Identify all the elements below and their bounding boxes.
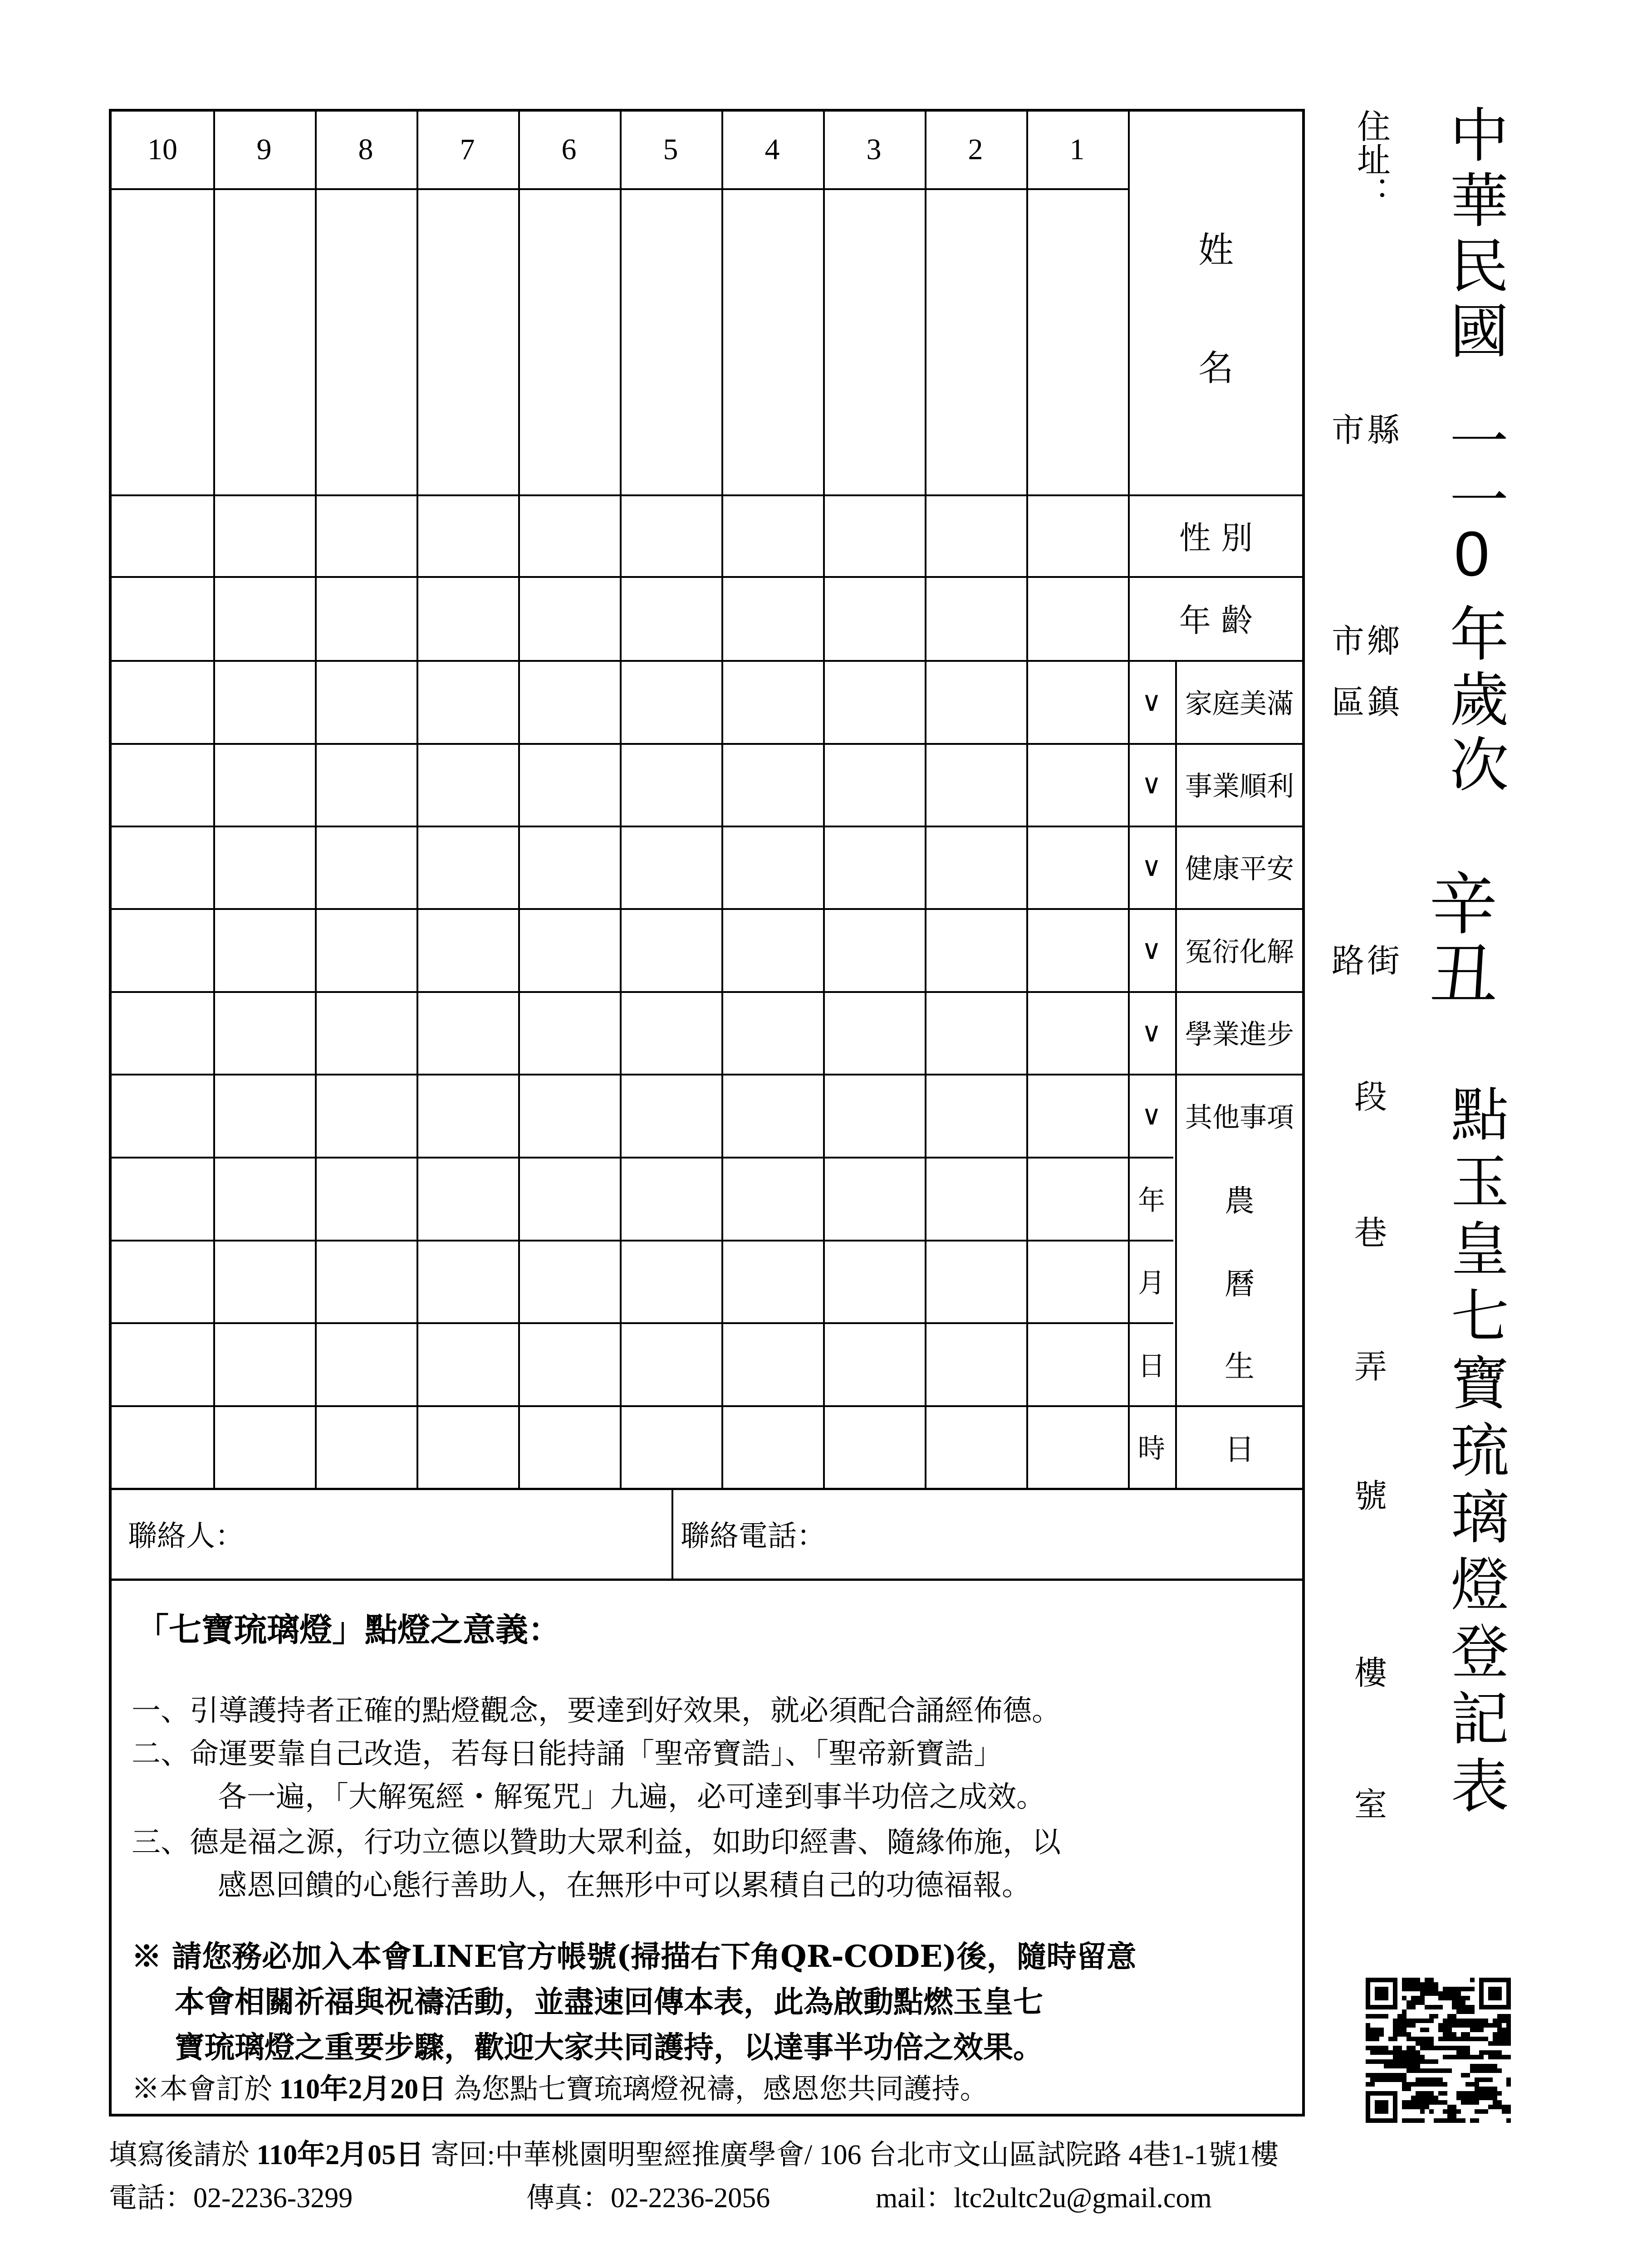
entry-cell[interactable] [926, 190, 1024, 493]
birth-unit: 日 [1138, 1350, 1165, 1382]
title-year-digit-2: 一 [1450, 466, 1509, 535]
entry-cell[interactable] [215, 993, 313, 1072]
entry-cell[interactable] [723, 993, 821, 1072]
address-lane: 巷 [1354, 1214, 1387, 1252]
entry-cell[interactable] [317, 496, 415, 574]
entry-cell[interactable] [215, 910, 313, 989]
contact-person-field[interactable] [254, 1492, 662, 1579]
entry-cell[interactable] [723, 910, 821, 989]
entry-cell[interactable] [825, 1242, 923, 1320]
title-part2: 點玉皇七寶琉璃燈登記表 [1441, 1084, 1509, 1823]
entry-cell[interactable] [418, 578, 516, 658]
entry-cell[interactable] [215, 827, 313, 906]
entry-cell[interactable] [520, 1242, 618, 1320]
entry-cell[interactable] [825, 1158, 923, 1238]
entry-cell[interactable] [825, 993, 923, 1072]
entry-cell[interactable] [1028, 910, 1126, 989]
entry-cell[interactable] [622, 190, 720, 493]
title-year-digit-1: 一 [1450, 407, 1509, 476]
entry-cell[interactable] [113, 662, 211, 741]
address-city: 市縣 [1332, 411, 1403, 449]
entry-cell[interactable] [926, 1242, 1024, 1320]
address-district: 市鄉 [1332, 622, 1403, 660]
entry-cell[interactable] [723, 1075, 821, 1155]
entry-cell[interactable] [215, 1407, 313, 1486]
gender-label: 性 別 [1179, 519, 1253, 557]
address-floor: 樓 [1354, 1654, 1387, 1692]
entry-cell[interactable] [1028, 1075, 1126, 1155]
entry-cell[interactable] [622, 662, 720, 741]
entry-cell[interactable] [215, 1242, 313, 1320]
entry-cell[interactable] [317, 1324, 415, 1403]
column-header: 1 [1069, 133, 1085, 166]
wish-label: 事業順利 [1185, 771, 1294, 802]
entry-cell[interactable] [622, 1324, 720, 1403]
footer-fax: 傳真：02-2236-2056 [526, 2183, 770, 2214]
entry-cell[interactable] [825, 190, 923, 493]
wish-label: 冤衍化解 [1185, 936, 1294, 968]
entry-cell[interactable] [1028, 496, 1126, 574]
entry-cell[interactable] [113, 827, 211, 906]
entry-cell[interactable] [113, 1075, 211, 1155]
entry-cell[interactable] [418, 190, 516, 493]
footer-prefix: 填寫後請於 [109, 2140, 257, 2170]
entry-cell[interactable] [317, 1407, 415, 1486]
column-header: 5 [663, 133, 678, 166]
column-header: 4 [765, 133, 780, 166]
entry-cell[interactable] [215, 745, 313, 824]
meaning-item-2b: 各一遍，「大解冤經・解冤咒」九遍，必可達到事半功倍之成效。 [218, 1780, 1045, 1814]
entry-cell[interactable] [723, 1324, 821, 1403]
entry-cell[interactable] [215, 662, 313, 741]
entry-cell[interactable] [113, 496, 211, 574]
meaning-item-3b: 感恩回饋的心態行善助人，在無形中可以累積自己的功德福報。 [218, 1869, 1031, 1902]
entry-cell[interactable] [317, 190, 415, 493]
entry-cell[interactable] [825, 578, 923, 658]
entry-cell[interactable] [113, 1324, 211, 1403]
entry-cell[interactable] [622, 1075, 720, 1155]
address-number: 號 [1354, 1477, 1387, 1515]
title-ganzhi-1: 辛 [1429, 865, 1498, 944]
column-header: 9 [256, 133, 272, 166]
entry-cell[interactable] [1028, 1407, 1126, 1486]
entry-cell[interactable] [825, 1407, 923, 1486]
birth-label: 農 [1225, 1183, 1255, 1218]
entry-cell[interactable] [113, 745, 211, 824]
entry-cell[interactable] [825, 496, 923, 574]
entry-cell[interactable] [520, 827, 618, 906]
date-note [132, 2066, 988, 2107]
title-part1: 中華民國 [1440, 104, 1509, 366]
entry-cell[interactable] [1028, 1242, 1126, 1320]
entry-cell[interactable] [1028, 827, 1126, 906]
entry-cell[interactable] [317, 1075, 415, 1155]
entry-cell[interactable] [1028, 1158, 1126, 1238]
date-note-prefix: ※本會訂於 [132, 2074, 279, 2105]
contact-phone-field[interactable] [844, 1492, 1293, 1579]
notice-line-3: 寶琉璃燈之重要步驟，歡迎大家共同護持，以達事半功倍之效果。 [175, 2029, 1043, 2065]
entry-cell[interactable] [418, 496, 516, 574]
entry-cell[interactable] [113, 1407, 211, 1486]
birth-label: 曆 [1225, 1266, 1255, 1301]
entry-cell[interactable] [520, 1158, 618, 1238]
age-label: 年 齡 [1179, 602, 1253, 639]
entry-cell[interactable] [317, 578, 415, 658]
entry-cell[interactable] [418, 1324, 516, 1403]
meaning-item-2: 二、命運要靠自己改造，若每日能持誦「聖帝寶誥」、「聖帝新寶誥」 [132, 1737, 1003, 1771]
grid-line [671, 1488, 673, 1579]
entry-cell[interactable] [723, 190, 821, 493]
entry-cell[interactable] [520, 745, 618, 824]
qr-code-icon[interactable] [1366, 1978, 1511, 2123]
entry-cell[interactable] [723, 1242, 821, 1320]
entry-cell[interactable] [825, 1324, 923, 1403]
entry-cell[interactable] [622, 910, 720, 989]
column-header: 7 [460, 133, 475, 166]
entry-cell[interactable] [622, 1158, 720, 1238]
wish-check-icon[interactable]: ∨ [1142, 768, 1162, 800]
footer-mail: mail：ltc2ultc2u@gmail.com [876, 2183, 1212, 2214]
grid-line [112, 1488, 1302, 1490]
contact-phone-label: 聯絡電話： [681, 1520, 826, 1553]
entry-cell[interactable] [622, 578, 720, 658]
entry-cell[interactable] [723, 745, 821, 824]
entry-cell[interactable] [317, 745, 415, 824]
entry-cell[interactable] [926, 1324, 1024, 1403]
entry-cell[interactable] [215, 1324, 313, 1403]
entry-cell[interactable] [926, 827, 1024, 906]
column-header: 2 [968, 133, 983, 166]
wish-label: 家庭美滿 [1185, 688, 1294, 720]
entry-cell[interactable] [113, 1158, 211, 1238]
entry-cell[interactable] [1028, 993, 1126, 1072]
entry-cell[interactable] [317, 662, 415, 741]
entry-cell[interactable] [926, 662, 1024, 741]
entry-cell[interactable] [520, 910, 618, 989]
entry-cell[interactable] [418, 745, 516, 824]
entry-cell[interactable] [723, 827, 821, 906]
address-road: 路街 [1332, 942, 1403, 980]
entry-cell[interactable] [723, 1158, 821, 1238]
entry-cell[interactable] [418, 910, 516, 989]
entry-cell[interactable] [520, 496, 618, 574]
meaning-title: 「七寶琉璃燈」點燈之意義： [136, 1610, 561, 1649]
address-alley: 弄 [1354, 1348, 1387, 1386]
title-year-digit-3: 0 [1454, 518, 1490, 589]
entry-cell[interactable] [418, 993, 516, 1072]
name-label-1: 姓 [1198, 230, 1234, 271]
entry-cell[interactable] [926, 1407, 1024, 1486]
entry-cell[interactable] [825, 910, 923, 989]
entry-cell[interactable] [317, 1242, 415, 1320]
footer-phone: 電話：02-2236-3299 [109, 2183, 353, 2214]
address-label [1352, 109, 1391, 210]
entry-cell[interactable] [926, 1075, 1024, 1155]
entry-cell[interactable] [418, 1407, 516, 1486]
entry-cell[interactable] [520, 662, 618, 741]
entry-cell[interactable] [215, 578, 313, 658]
entry-cell[interactable] [1028, 745, 1126, 824]
column-header: 10 [147, 133, 177, 166]
entry-cell[interactable] [113, 190, 211, 493]
entry-cell[interactable] [926, 1158, 1024, 1238]
entry-cell[interactable] [723, 578, 821, 658]
address-label-char-2: 址 [1352, 142, 1391, 176]
wish-check-icon[interactable]: ∨ [1142, 851, 1162, 883]
wish-label: 學業進步 [1185, 1019, 1294, 1051]
entry-cell[interactable] [622, 827, 720, 906]
meaning-item-3: 三、德是福之源，行功立德以贊助大眾利益，如助印經書、隨緣佈施，以 [132, 1826, 1061, 1859]
birth-label: 日 [1225, 1432, 1255, 1467]
entry-cell[interactable] [113, 578, 211, 658]
entry-cell[interactable] [215, 496, 313, 574]
footer-deadline: 110年2月05日 [256, 2140, 424, 2170]
frame-bottom [109, 2114, 1305, 2116]
grid-line [112, 1579, 1302, 1581]
entry-cell[interactable] [926, 993, 1024, 1072]
entry-cell[interactable] [622, 496, 720, 574]
notice-line-2: 本會相關祈福與祝禱活動，並盡速回傳本表，此為啟動點燃玉皇七 [175, 1984, 1043, 2019]
entry-cell[interactable] [1028, 662, 1126, 741]
entry-cell[interactable] [926, 578, 1024, 658]
entry-cell[interactable] [1028, 578, 1126, 658]
wish-label: 健康平安 [1185, 853, 1294, 885]
entry-cell[interactable] [317, 827, 415, 906]
meaning-item-1: 一、引導護持者正確的點燈觀念，要達到好效果，就必須配合誦經佈德。 [132, 1694, 1061, 1728]
entry-cell[interactable] [622, 745, 720, 824]
entry-cell[interactable] [418, 662, 516, 741]
entry-cell[interactable] [113, 993, 211, 1072]
entry-cell[interactable] [418, 1242, 516, 1320]
entry-cell[interactable] [520, 1075, 618, 1155]
entry-cell[interactable] [317, 910, 415, 989]
entry-cell[interactable] [215, 1158, 313, 1238]
notice-line-1: ※ 請您務必加入本會LINE官方帳號(掃描右下角QR-CODE)後，隨時留意 [132, 1939, 1137, 1974]
frame-right [1302, 109, 1305, 2116]
address-label-char-3: ： [1352, 176, 1391, 210]
address-room: 室 [1354, 1785, 1387, 1823]
birth-unit: 時 [1138, 1433, 1165, 1465]
wish-label: 其他事項 [1185, 1101, 1294, 1134]
entry-cell[interactable] [113, 1242, 211, 1320]
entry-cell[interactable] [418, 1075, 516, 1155]
entry-cell[interactable] [215, 190, 313, 493]
entry-cell[interactable] [113, 910, 211, 989]
entry-cell[interactable] [1028, 1324, 1126, 1403]
entry-cell[interactable] [520, 1407, 618, 1486]
entry-cell[interactable] [723, 496, 821, 574]
wish-check-icon[interactable]: ∨ [1142, 934, 1162, 966]
footer-line-1 [109, 2132, 1279, 2172]
entry-cell[interactable] [215, 1075, 313, 1155]
column-header: 3 [866, 133, 882, 166]
entry-cell[interactable] [418, 1158, 516, 1238]
entry-cell[interactable] [622, 993, 720, 1072]
footer-address: 寄回:中華桃園明聖經推廣學會/ 106 台北市文山區試院路 4巷1-1號1樓 [424, 2140, 1279, 2170]
frame-left [109, 109, 112, 2116]
title-year-suffix: 年歲次 [1440, 603, 1509, 799]
contact-person-label: 聯絡人： [128, 1520, 244, 1553]
entry-cell[interactable] [723, 662, 821, 741]
birth-unit: 年 [1138, 1184, 1165, 1217]
entry-cell[interactable] [825, 827, 923, 906]
birth-unit: 月 [1138, 1267, 1165, 1299]
wish-check-icon[interactable]: ∨ [1142, 1017, 1162, 1048]
column-header: 6 [561, 133, 577, 166]
entry-cell[interactable] [520, 578, 618, 658]
entry-cell[interactable] [825, 745, 923, 824]
address-label-char-1: 住 [1352, 109, 1391, 142]
birth-label: 生 [1225, 1349, 1255, 1384]
address-town: 區鎮 [1332, 683, 1403, 721]
title-ganzhi-2: 丑 [1429, 936, 1498, 1015]
entry-cell[interactable] [926, 496, 1024, 574]
entry-cell[interactable] [926, 745, 1024, 824]
wish-check-icon[interactable]: ∨ [1142, 1099, 1162, 1131]
entry-cell[interactable] [926, 910, 1024, 989]
address-section: 段 [1354, 1078, 1387, 1116]
entry-cell[interactable] [520, 1324, 618, 1403]
entry-cell[interactable] [520, 993, 618, 1072]
entry-cell[interactable] [317, 1158, 415, 1238]
date-note-date: 110年2月20日 [279, 2074, 447, 2105]
entry-cell[interactable] [825, 1075, 923, 1155]
entry-cell[interactable] [1028, 190, 1126, 493]
frame-top [109, 109, 1305, 112]
date-note-suffix: 為您點七寶琉璃燈祝禱，感恩您共同護持。 [446, 2074, 988, 2105]
wish-check-icon[interactable]: ∨ [1142, 685, 1162, 718]
name-label-2: 名 [1198, 348, 1234, 389]
entry-cell[interactable] [723, 1407, 821, 1486]
entry-cell[interactable] [622, 1407, 720, 1486]
entry-cell[interactable] [622, 1242, 720, 1320]
entry-cell[interactable] [418, 827, 516, 906]
column-header: 8 [358, 133, 373, 166]
entry-cell[interactable] [825, 662, 923, 741]
entry-cell[interactable] [317, 993, 415, 1072]
entry-cell[interactable] [520, 190, 618, 493]
